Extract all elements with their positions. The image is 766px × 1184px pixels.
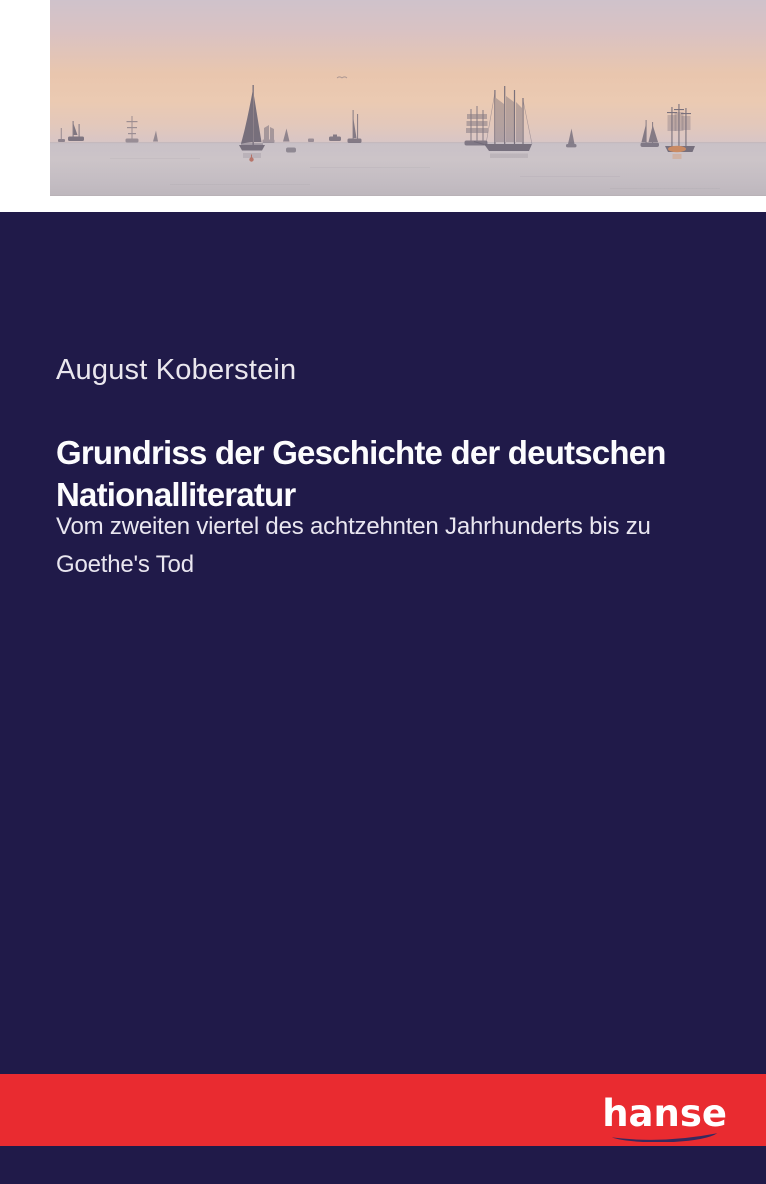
cover-photo xyxy=(50,0,766,196)
foreground-boat xyxy=(286,148,296,153)
title-line-2: Nationalliteratur xyxy=(56,476,296,513)
small-boat xyxy=(58,128,65,142)
two-mast-boat xyxy=(68,121,84,141)
horizon-line xyxy=(50,142,766,143)
title-line-1: Grundriss der Geschichte der deutschen xyxy=(56,434,666,471)
square-rigger-faint xyxy=(126,116,139,143)
publisher-logo-text: hanse xyxy=(602,1092,727,1135)
big-sloop xyxy=(239,85,265,158)
small-sloop xyxy=(566,129,577,148)
tall-mast-ship xyxy=(348,110,362,143)
book-title xyxy=(56,432,666,516)
cover-body xyxy=(0,212,766,1184)
publisher-band xyxy=(0,1074,766,1146)
gaff-ketch-faint xyxy=(263,125,275,143)
tall-ship-with-glow xyxy=(665,104,695,159)
subtitle-line-1: Vom zweiten viertel des achtzehnten Jahrhunderts bis zu xyxy=(56,513,651,540)
wave-streaks xyxy=(110,158,720,189)
tiny-boat xyxy=(308,139,314,143)
subtitle-line-2: Goethe's Tod xyxy=(56,551,194,578)
logo-swoosh-icon xyxy=(606,1131,724,1142)
small-sail xyxy=(283,129,290,142)
book-subtitle xyxy=(56,508,651,584)
bird xyxy=(337,77,347,78)
two-mast-schooner xyxy=(641,120,660,147)
motor-boat xyxy=(329,135,341,142)
square-rigger xyxy=(465,106,489,146)
author-name: August Koberstein xyxy=(56,354,297,386)
sailing-ships-illustration xyxy=(50,0,766,195)
small-sail xyxy=(153,131,158,142)
